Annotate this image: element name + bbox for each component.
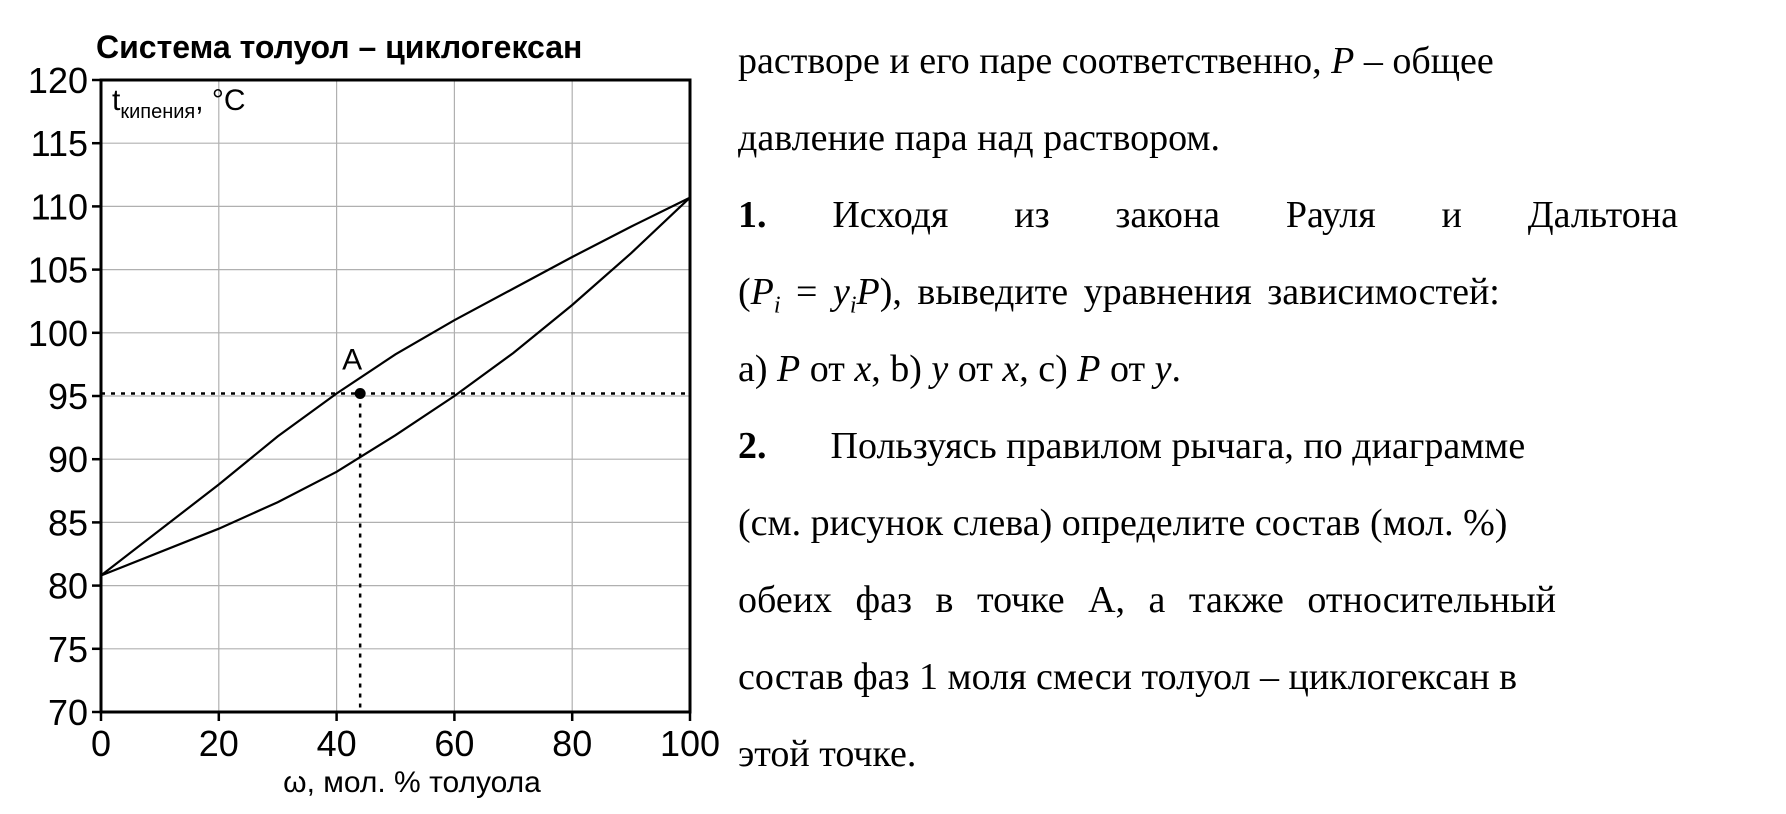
point-a-marker (355, 388, 366, 399)
x-tick-label: 80 (552, 723, 593, 764)
y-tick-label: 90 (47, 439, 88, 481)
problem-text (738, 30, 1678, 800)
text-line-10: этой точке. (738, 733, 917, 775)
x-tick-labels (91, 723, 720, 764)
y-tick-labels (28, 60, 88, 733)
y-tick-label: 75 (47, 628, 88, 670)
liquid-curve (101, 198, 690, 576)
x-tick-label: 20 (198, 723, 239, 764)
text-line-4: $(P_i = y_iP)$, выведите уравнения зависимостей: (738, 271, 1500, 319)
x-tick-label: 100 (659, 723, 720, 764)
y-tick-label: 100 (27, 312, 88, 354)
axis-ticks (92, 80, 690, 721)
y-tick-label: 115 (30, 123, 88, 165)
y-tick-label: 80 (47, 565, 88, 607)
y-axis-label-main: t (112, 84, 121, 117)
text-line-2: давление пара над раствором. (738, 117, 1220, 159)
y-tick-label: 110 (30, 186, 88, 228)
text-line-8: обеих фаз в точке А, а также относительный (738, 579, 1556, 621)
x-axis-label: ω, мол. % толуола (283, 766, 541, 799)
chart-title: Система толуол – циклогексан (96, 29, 583, 65)
x-tick-label: 60 (434, 723, 475, 764)
question-1-number: 1. (738, 194, 767, 236)
question-2-line: 2. Пользуясь правилом рычага, по диаграмме (738, 425, 1526, 467)
y-tick-label: 70 (47, 692, 88, 733)
question-1-line: 1. Исходя из закона Рауля и Дальтона (738, 184, 1678, 261)
text-line-1-content: растворе и его паре соответственно, P – общее (738, 40, 1494, 82)
text-line-1 (738, 30, 1678, 107)
y-tick-label: 105 (27, 249, 88, 291)
x-tick-label: 0 (90, 723, 112, 764)
y-axis-label (112, 84, 246, 123)
point-a-label: A (342, 343, 363, 377)
grid-lines (101, 80, 690, 712)
text-line-7: (см. рисунок слева) определите состав (мол. %) (738, 502, 1508, 544)
phase-diagram-chart (0, 0, 720, 814)
dotted-guide-lines (101, 393, 690, 712)
question-2-number: 2. (738, 425, 767, 467)
y-tick-label: 95 (47, 376, 88, 417)
y-axis-label-unit: , °C (195, 84, 246, 117)
y-tick-label: 120 (27, 60, 88, 101)
y-tick-label: 85 (47, 502, 88, 544)
vapor-curve (101, 198, 690, 576)
x-tick-label: 40 (316, 723, 357, 764)
y-axis-label-sub: кипения (120, 101, 196, 123)
phase-curves (101, 198, 690, 576)
text-line-9: состав фаз 1 моля смеси толуол – циклогексан в (738, 656, 1518, 698)
text-line-5: a) P от x, b) y от x, c) P от y. (738, 348, 1181, 390)
